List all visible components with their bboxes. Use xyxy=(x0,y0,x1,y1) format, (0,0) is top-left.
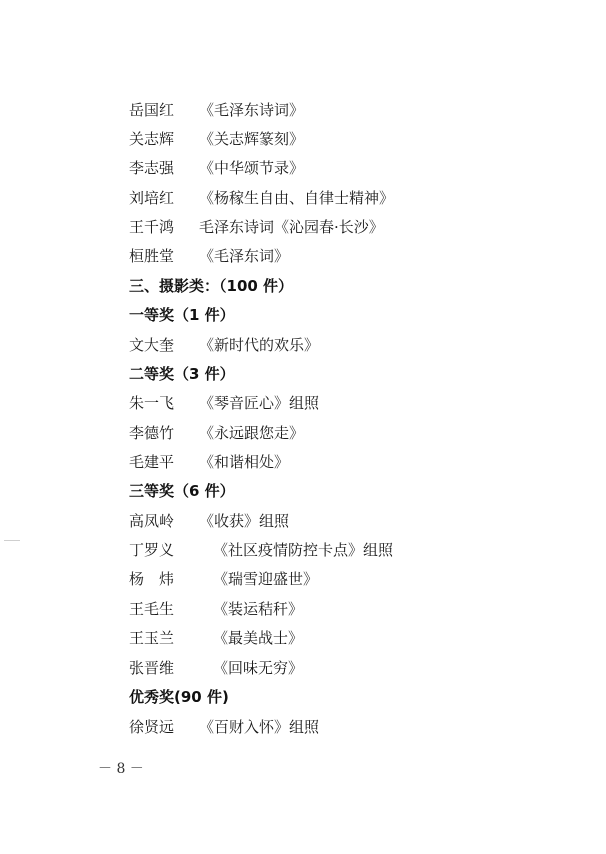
list-item xyxy=(129,217,384,237)
list-item xyxy=(129,452,289,472)
work-title: 《永远跟您走》 xyxy=(199,424,305,442)
work-title: 《琴音匠心》组照 xyxy=(199,394,320,412)
author-name: 王玉兰 xyxy=(129,629,175,647)
author-name: 毛建平 xyxy=(129,453,175,471)
work-title: 《百财入怀》组照 xyxy=(199,718,320,736)
work-title: 《新时代的欢乐》 xyxy=(199,336,320,354)
list-item xyxy=(129,717,319,737)
author-name: 岳国红 xyxy=(129,101,175,119)
author-name: 王毛生 xyxy=(129,600,175,618)
author-name: 高凤岭 xyxy=(129,512,175,530)
list-item xyxy=(129,569,318,589)
work-title: 《中华颂节录》 xyxy=(199,159,305,177)
list-item xyxy=(129,393,319,413)
list-item xyxy=(129,188,394,208)
work-title: 《社区疫情防控卡点》组照 xyxy=(213,541,394,559)
author-name: 丁罗义 xyxy=(129,541,175,559)
work-title: 《毛泽东诗词》 xyxy=(199,101,305,119)
author-name: 李志强 xyxy=(129,159,175,177)
list-item xyxy=(129,599,303,619)
author-name: 桓胜堂 xyxy=(129,247,175,265)
author-name: 徐贤远 xyxy=(129,718,175,736)
author-name: 杨 炜 xyxy=(129,570,175,588)
list-item xyxy=(129,540,393,560)
award-heading-first-prize: 一等奖（1 件） xyxy=(129,306,235,324)
award-heading-second-prize: 二等奖（3 件） xyxy=(129,365,235,383)
list-item xyxy=(129,335,319,355)
work-title: 《杨稼生自由、自律士精神》 xyxy=(199,189,395,207)
author-name: 刘培红 xyxy=(129,189,175,207)
list-item xyxy=(129,246,289,266)
work-title: 《装运秸秆》 xyxy=(213,600,304,618)
work-title: 《毛泽东词》 xyxy=(199,247,290,265)
author-name: 关志辉 xyxy=(129,130,175,148)
work-title: 《和谐相处》 xyxy=(199,453,290,471)
section-heading-photography: 三、摄影类：（100 件） xyxy=(129,277,294,295)
author-name: 张晋维 xyxy=(129,659,175,677)
work-title: 《回味无穷》 xyxy=(213,659,304,677)
author-name: 朱一飞 xyxy=(129,394,175,412)
work-title: 《瑞雪迎盛世》 xyxy=(213,570,319,588)
work-title: 《收获》组照 xyxy=(199,512,290,530)
award-heading-third-prize: 三等奖（6 件） xyxy=(129,482,235,500)
list-item xyxy=(129,658,303,678)
list-item xyxy=(129,511,289,531)
work-title: 《关志辉篆刻》 xyxy=(199,130,305,148)
list-item xyxy=(129,129,304,149)
work-title: 毛泽东诗词《沁园春·长沙》 xyxy=(199,218,384,236)
scan-edge-mark xyxy=(4,540,20,541)
list-item xyxy=(129,100,304,120)
page-number: － 8 － xyxy=(98,761,144,777)
author-name: 文大奎 xyxy=(129,336,175,354)
list-item xyxy=(129,628,303,648)
author-name: 王千鸿 xyxy=(129,218,175,236)
list-item xyxy=(129,158,304,178)
work-title: 《最美战士》 xyxy=(213,629,304,647)
award-heading-excellence-prize: 优秀奖(90 件) xyxy=(129,688,229,706)
author-name: 李德竹 xyxy=(129,424,175,442)
list-item xyxy=(129,423,304,443)
